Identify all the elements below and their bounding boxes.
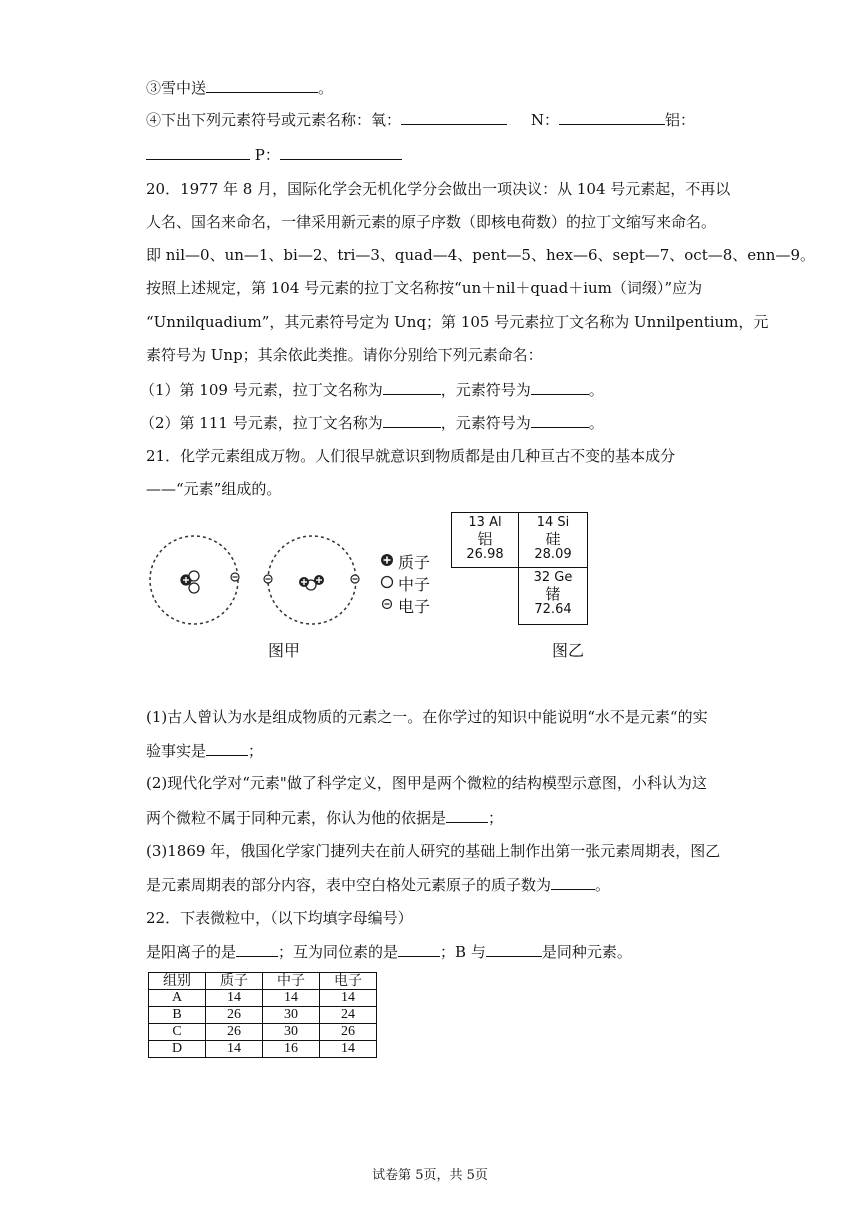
pt-cell-ge: 32 Ge 锗 72.64	[518, 567, 588, 625]
table-header: 质子	[206, 973, 263, 990]
table-row	[149, 990, 377, 1007]
proton-icon	[376, 552, 398, 571]
neutron-icon	[376, 574, 398, 593]
answer-blank[interactable]	[146, 143, 250, 160]
page-footer: 试卷第 5页，共 5页	[372, 1168, 488, 1183]
answer-blank[interactable]	[531, 378, 589, 395]
q20-line2: 人名、国名来命名，一律采用新元素的原子序数（即核电荷数）的拉丁文缩写来命名。	[146, 213, 717, 231]
q20-sub1: （1）第 109 号元素，拉丁文名称为 ，元素符号为 。	[140, 378, 604, 401]
particle-table	[148, 972, 377, 1058]
answer-blank[interactable]	[383, 378, 441, 395]
table-header: 组别	[149, 973, 206, 990]
pt-cell-si: 14 Si 硅 28.09	[518, 512, 588, 568]
pt-cell-al: 13 Al 铝 26.98	[451, 512, 519, 568]
q22-line2: 是阳离子的是 ；互为同位素的是 ；B 与 是同种元素。	[146, 940, 632, 963]
legend-electron: 电子	[376, 594, 430, 616]
atom-legend	[376, 550, 430, 616]
answer-blank[interactable]	[206, 739, 248, 756]
table-header: 电子	[320, 973, 377, 990]
q21-line2: ——“元素”组成的。	[146, 480, 282, 498]
q19-item4-cont: P：	[146, 143, 402, 166]
table-cell: 14	[320, 1041, 377, 1058]
electron-icon	[376, 596, 398, 615]
answer-blank[interactable]	[531, 411, 589, 428]
table-cell: D	[149, 1041, 206, 1058]
answer-blank[interactable]	[398, 940, 440, 957]
table-row	[149, 1041, 377, 1058]
answer-blank[interactable]	[551, 873, 595, 890]
table-cell: 14	[206, 1041, 263, 1058]
q20-line6: 素符号为 Unp；其余依此类推。请你分别给下列元素命名：	[146, 346, 543, 364]
answer-blank[interactable]	[383, 411, 441, 428]
q22-line1: 22．下表微粒中，（以下均填字母编号）	[146, 909, 413, 927]
table-cell: 16	[263, 1041, 320, 1058]
atom-model-2	[264, 536, 359, 624]
q21-part2-line2: 两个微粒不属于同种元素，你认为他的依据是 ；	[146, 806, 503, 829]
q20-line3: 即 nil—0、un—1、bi—2、tri—3、quad—4、pent—5、hex—6、sept—7、oct—8、enn—9。	[146, 246, 816, 264]
table-cell: C	[149, 1024, 206, 1041]
table-cell: 14	[206, 990, 263, 1007]
atom-model-1	[150, 536, 239, 624]
q19-item3: ③雪中送 。	[146, 76, 333, 99]
q21-part2-line1: (2)现代化学对“元素"做了科学定义，图甲是两个微粒的结构模型示意图，小科认为这	[146, 774, 707, 792]
q19-item4: ④下出下列元素符号或元素名称：氧： N： 铝：	[146, 108, 695, 131]
atom-models-figure	[140, 530, 370, 630]
table-row	[149, 1007, 377, 1024]
table-cell: 30	[263, 1024, 320, 1041]
table-cell: B	[149, 1007, 206, 1024]
table-cell: 14	[263, 990, 320, 1007]
table-row	[149, 1024, 377, 1041]
legend-proton: 质子	[376, 550, 430, 572]
answer-blank[interactable]	[206, 76, 318, 93]
answer-blank[interactable]	[236, 940, 278, 957]
answer-blank[interactable]	[446, 806, 488, 823]
table-cell: 26	[206, 1007, 263, 1024]
table-cell: 26	[320, 1024, 377, 1041]
q21-part3-line1: (3)1869 年，俄国化学家门捷列夫在前人研究的基础上制作出第一张元素周期表，图乙	[146, 842, 721, 860]
answer-blank[interactable]	[401, 108, 507, 125]
legend-neutron: 中子	[376, 572, 430, 594]
q20-line4: 按照上述规定，第 104 号元素的拉丁文名称按“un＋nil＋quad＋ium（词缀）”应为	[146, 279, 703, 297]
table-cell: 26	[206, 1024, 263, 1041]
figure-b-caption: 图乙	[552, 641, 585, 660]
table-header: 中子	[263, 973, 320, 990]
figure-a-caption: 图甲	[268, 641, 301, 660]
answer-blank[interactable]	[280, 143, 402, 160]
table-cell: 30	[263, 1007, 320, 1024]
q20-line5: “Unnilquadium”，其元素符号定为 Unq；第 105 号元素拉丁文名称为 Unnilpentium，元	[146, 313, 769, 331]
table-cell: A	[149, 990, 206, 1007]
answer-blank[interactable]	[486, 940, 542, 957]
q20-sub2: （2）第 111 号元素，拉丁文名称为 ，元素符号为 。	[140, 411, 604, 434]
q21-line1: 21．化学元素组成万物。人们很早就意识到物质都是由几种亘古不变的基本成分	[146, 447, 676, 465]
q21-part1-line1: (1)古人曾认为水是组成物质的元素之一。在你学过的知识中能说明“水不是元素“的实	[146, 708, 708, 726]
q20-line1: 20．1977 年 8 月，国际化学会无机化学分会做出一项决议：从 104 号元素起，不再以	[146, 180, 731, 198]
answer-blank[interactable]	[559, 108, 665, 125]
table-header-row	[149, 973, 377, 990]
table-cell: 24	[320, 1007, 377, 1024]
q21-part3-line2: 是元素周期表的部分内容，表中空白格处元素原子的质子数为 。	[146, 873, 610, 896]
table-cell: 14	[320, 990, 377, 1007]
q21-part1-line2: 验事实是 ；	[146, 739, 263, 762]
